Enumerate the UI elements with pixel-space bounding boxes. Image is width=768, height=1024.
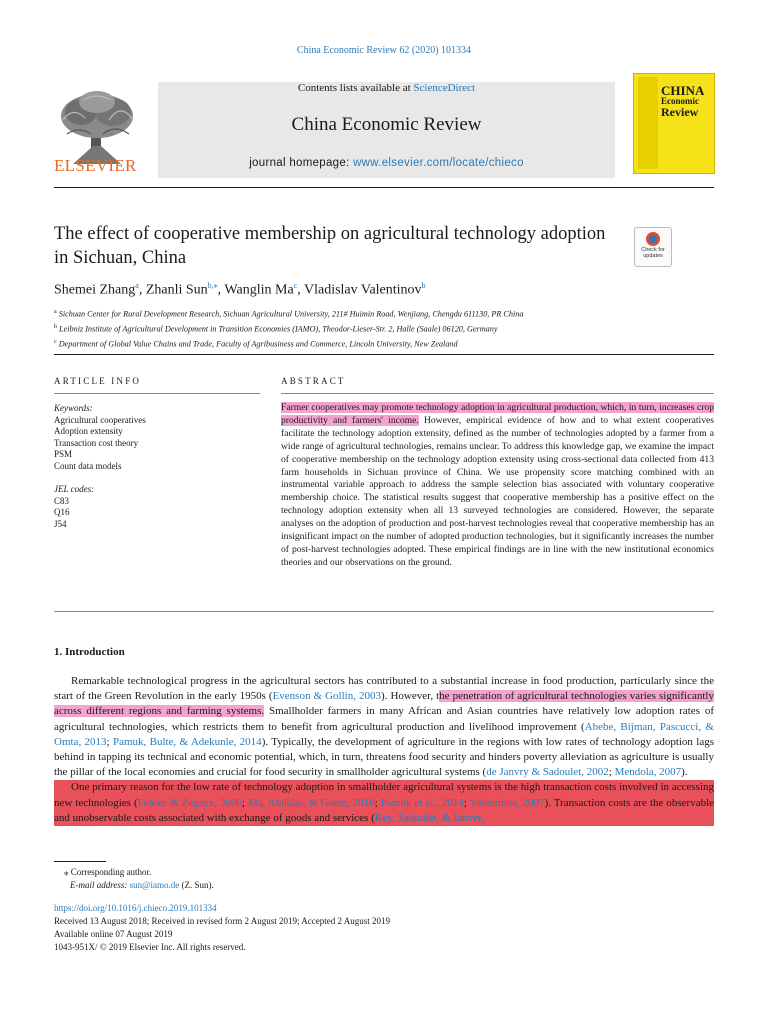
keyword: PSM [54,449,73,460]
cover-title [661,84,704,118]
intro-text: ; [608,766,615,779]
article-info-rule [54,393,260,394]
affiliation-mark: c [54,339,57,346]
intro-text: ). [681,766,688,779]
keywords-block [54,403,146,531]
citation-link[interactable]: Pamuk et al., 2014 [380,796,464,809]
intro-highlight: he penetration of agricultural technologies varies significantly across different regions and farming systems. [54,690,714,718]
doi-link[interactable]: https://doi.org/10.1016/j.chieco.2019.101334 [54,903,217,913]
intro-text: ). Typically, the development of agriculture in the regions with low rates of technology adoption lags behind in tapping its technical and economic potential, which, in turn, threatens food security and hinders poverty alleviation as agriculture is usually the pillar of the local economies and crucial for food security in smallholder agricultural systems ( [54,735,714,779]
elsevier-wordmark: ELSEVIER [54,156,137,175]
intro-text: One primary reason for the low rate of technology adoption in smallholder agricultural systems is the high transaction costs involved in accessing new technologies ( [54,781,714,809]
abstract-bottom-rule [54,611,714,612]
author-name: Shemei Zhang [54,282,136,298]
intro-text: ; [106,735,113,748]
keyword: Agricultural cooperatives [54,414,146,425]
keyword: Count data models [54,460,122,471]
author-affiliation-mark[interactable]: a [135,281,139,290]
keyword: Transaction cost theory [54,437,139,448]
author-affiliation-mark[interactable]: b [421,281,426,290]
abstract-body [281,402,714,570]
footnote [54,866,214,892]
author-name: Vladislav Valentinov [303,282,422,298]
keyword: Adoption extensity [54,426,123,437]
citation-link[interactable]: de Janvry & Sadoulet, 2002 [486,766,609,779]
intro-text: ; [241,796,248,809]
email-line [54,879,214,892]
intro-paragraph [54,674,714,780]
author-separator: , [138,282,146,298]
citation-link[interactable]: Pamuk, Bulte, & Adekunle, 2014 [112,735,262,748]
citation-link[interactable]: Key, Sadoulet, & Janvry, [374,811,485,824]
journal-title: China Economic Review [291,114,482,135]
check-updates-label [635,247,671,259]
section-rule [54,354,714,355]
footnote-rule [54,861,106,862]
abstract-rule [281,393,714,394]
citation-link[interactable]: Feleke & Zegeye, 2006 [137,796,242,809]
affiliation-mark: a [54,309,57,315]
keywords-label: Keywords: [54,403,93,413]
copyright: 1043-951X/ © 2019 Elsevier Inc. All rights reserved. [54,942,246,952]
email-label: E-mail address: [70,880,130,890]
article-info-heading: ARTICLE INFO [54,376,142,386]
check-for-updates-badge[interactable] [634,227,672,267]
available-online: Available online 07 August 2019 [54,929,173,939]
keyword-spacer [54,473,146,485]
affiliation-text: Leibniz Institute of Agricultural Development in Transition Economies (IAMO), Theodor-Lieser-Str. 2, Halle (Saale) 06120, Germany [59,324,498,334]
journal-citation[interactable]: China Economic Review 62 (2020) 101334 [296,45,472,56]
journal-homepage [158,157,615,169]
abstract-highlight: Farmer cooperatives may promote technology adoption in agricultural production, which, in turn, increases crop productivity and farmers' income. [281,402,714,426]
jel-code: Q16 [54,507,70,518]
sciencedirect-link[interactable]: ScienceDirect [413,82,476,94]
journal-cover-image [633,73,715,174]
affiliation [54,306,523,321]
citation-link[interactable]: Valentinov, 2007 [469,796,545,809]
author-name: Wanglin Ma [224,282,294,298]
citation-link[interactable]: Mendola, 2007 [614,766,682,779]
introduction-body [54,674,714,826]
citation-link[interactable]: Evenson & Gollin, 2003 [272,690,381,703]
affiliation-text: Sichuan Center for Rural Development Research, Sichuan Agricultural University, 211# Huimin Road, Wenjiang, Chengdu 611130, PR China [58,309,524,319]
intro-text: ; [463,796,470,809]
article-title: The effect of cooperative membership on agricultural technology adoption in Sichuan, China [54,224,606,268]
abstract-heading: ABSTRACT [281,376,346,386]
check-updates-icon [646,232,660,246]
cover-title-line: Review [661,105,699,119]
homepage-prefix: journal homepage: [249,157,354,169]
homepage-link[interactable]: www.elsevier.com/locate/chieco [353,157,524,169]
contents-prefix: Contents lists available at [297,82,414,94]
cover-title-line: Economic [661,96,699,106]
intro-text: ). Transaction costs are the observable and unobservable costs associated with exchange of goods and services ( [54,796,715,824]
check-updates-line: updates [643,253,663,259]
author-affiliation-mark[interactable]: c [293,281,298,290]
author-name: Zhanli Sun [145,282,208,298]
cover-strip [638,77,658,169]
affiliation-text: Department of Global Value Chains and Trade, Faculty of Agribusiness and Commerce, Lincoln University, New Zealand [58,339,458,349]
jel-code: J54 [54,518,67,529]
author-list [54,281,426,299]
author-separator: , [297,282,304,298]
corresponding-author-note: ⁎ Corresponding author. [64,867,152,877]
intro-text: Remarkable technological progress in the agricultural sectors has contributed to a substantial increase in food production, particularly since the start of the Green Revolution in the early 1950s ( [54,675,714,703]
abstract-text: However, empirical evidence of how and to what extent cooperatives facilitate the technology adoption extensity, defined as the number of technologies adopted by a farmer from a wide range of agricultural technologies, remains unclear. To address this knowledge gap, we examine the impact of cooperative membership on the technology adoption extensity using cross-sectional data collected from 413 farm households in Sichuan province of China. We use propensity score matching combined with an instrumental variable approach to address the sample selection bias associated with voluntary cooperative membership choice. The statistical results suggest that cooperative membership has a positive effect on the technology adoption extensity when all 13 surveyed technologies are considered. However, the separate analyses on the adoption of production and post-harvest technologies reveal that cooperative membership has an insignificant impact on the number of adopted production technologies, but it significantly increases the number of post-harvest technologies adopted. These empirical findings are in line with the new institutional economics theories and our observations on the ground. [281,414,715,568]
author-affiliation-mark[interactable]: b,⁎ [207,281,218,290]
affiliation [54,321,523,336]
received-dates: Received 13 August 2018; Received in revised form 2 August 2019; Accepted 2 August 2019 [54,916,390,926]
jel-label: JEL codes: [54,484,95,495]
intro-text: ). However, t [381,690,440,703]
email-link[interactable]: sun@iamo.de [129,880,180,890]
check-updates-line: Check for [641,247,665,253]
citation-link[interactable]: Ma, Abdulai, & Goetz, 2018 [247,796,375,809]
intro-text: Smallholder farmers in many African and Asian countries have relatively low adoption rates of agricultural technologies, which restricts them to benefit from agricultural production and livelihood improvement ( [54,705,714,733]
jel-code: C83 [54,495,70,506]
author-separator: , [217,282,225,298]
affiliation [54,336,523,351]
contents-line [158,82,615,94]
header-rule [54,187,714,188]
publication-info [54,902,390,954]
affiliations [54,306,523,351]
section-heading-introduction: 1. Introduction [54,646,125,658]
affiliation-mark: b [54,324,57,331]
intro-paragraph-highlighted [54,780,714,826]
email-suffix: (Z. Sun). [179,880,214,890]
cover-title-line: CHINA [661,83,705,98]
intro-text: ; [374,796,381,809]
citation-link[interactable]: Abebe, Bijman, Pascucci, & Omta, 2013 [54,720,714,748]
